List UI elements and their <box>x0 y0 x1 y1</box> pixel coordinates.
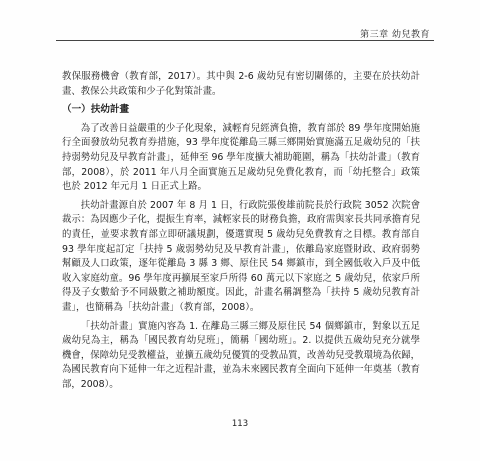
section-heading: （一）扶幼計畫 <box>62 104 130 116</box>
header-rule <box>56 40 434 41</box>
body-paragraph: 扶幼計畫源自於 2007 年 8 月 1 日，行政院張俊雄前院長於行政院 3052 次院會裁示：為因應少子化，提振生育率，減輕家長的財務負擔，政府需與家長共同承擔育兒的責任，並要求教育部立即研議規劃，優選實現 5 歲幼兒免費教育之目標。教育部自 93 學年度起訂定「扶持 5 歲弱勢幼兒及早教育計畫」，依離島家庭暨財政、政府弱勢幫顧及人口政策，逐年從離島 3 縣 3 鄉、原住民 54 鄉鎮市，到全國低收入戶及中低收入家庭幼童。96 學年度再擴展至家戶所得 60 萬元以下家庭之 5 歲幼兒，依家戶所得及子女數給予不同級數之補助額度。因此，計畫名稱調整為「扶持 5 歲幼兒教育計畫」，也簡稱為「扶幼計畫」（教育部，2008）。 <box>62 199 420 313</box>
page-number: 113 <box>231 419 249 429</box>
running-header: 第三章 幼兒教育 <box>360 30 430 40</box>
page-body <box>62 70 420 396</box>
body-paragraph: 為了改善日益嚴重的少子化現象，減輕育兒經濟負擔，教育部於 89 學年度開始施行全面發放幼兒教育券措施，93 學年度從離島三縣三鄉開始實施滿五足歲幼兒的「扶持弱勢幼兒及早教育計畫」，延伸至 96 學年度擴大補助範圍，稱為「扶幼計畫」（教育部，2008），於 2011 年八月全面實施五足歲幼兒免費化教育，而「幼托整合」政策也於 2012 年元月 1 日正式上路。 <box>62 122 420 193</box>
intro-paragraph: 教保服務機會（教育部，2017）。其中與 2-6 歲幼兒有密切關係的，主要在於扶幼計畫、教保公共政策和少子化對策計畫。 <box>62 71 420 97</box>
body-paragraph: 「扶幼計畫」實施內容為 1. 在離島三縣三鄉及原住民 54 個鄉鎮市，對象以五足歲幼兒為主，稱為「國民教育幼兒班」，簡稱「國幼班」。2. 以提供五歲幼兒充分就學機會，保障幼兒受教權益，並擴五歲幼兒優質的受教品質，改善幼兒受教環境為依歸，為國民教育向下延伸一年之近程計畫，並為未來國民教育全面向下延伸一年奠基（教育部，2008）。 <box>62 320 420 390</box>
